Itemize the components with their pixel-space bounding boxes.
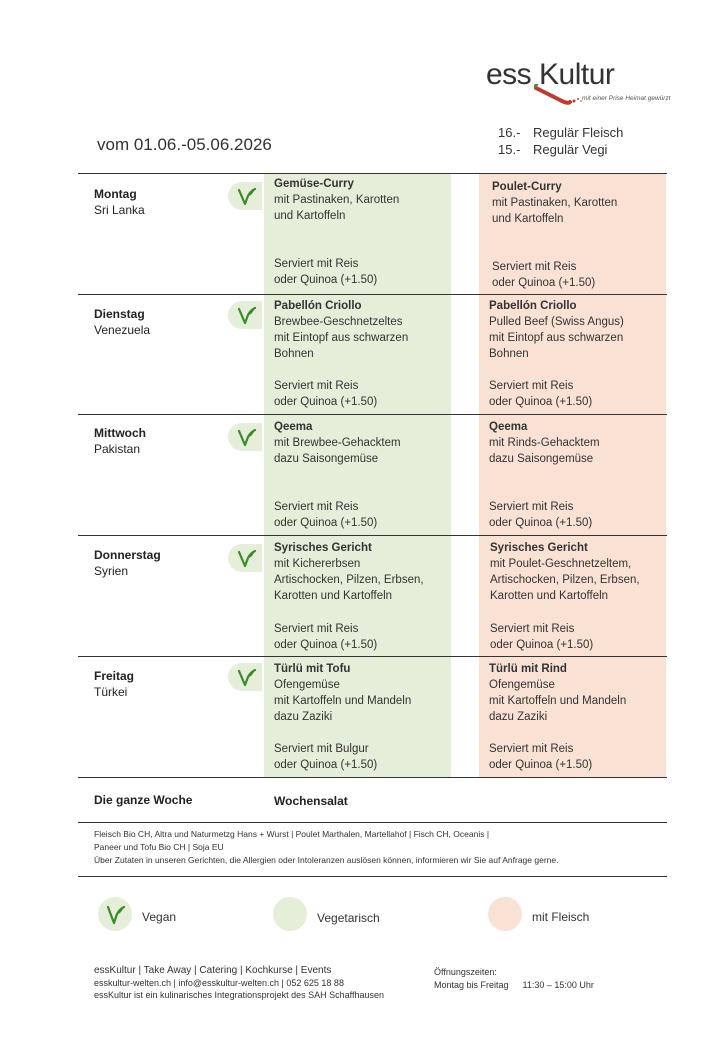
dish-line: Pulled Beef (Swiss Angus) — [489, 316, 624, 328]
whole-week-dish: Wochensalat — [274, 794, 348, 808]
dish-serve: Serviert mit Reis — [274, 380, 359, 392]
dish-line: mit Brewbee-Gehacktem — [274, 437, 401, 449]
sourcing-notes — [94, 828, 664, 867]
dish-serve: Serviert mit Reis — [489, 501, 574, 513]
logo-brand: ess Kultur — [486, 58, 615, 91]
dish-line: dazu Saisongemüse — [274, 453, 379, 465]
day-label-wednesday — [94, 425, 146, 457]
dish-line: Bohnen — [489, 348, 529, 360]
vegan-leaf-icon — [98, 897, 132, 931]
dish-serve: Serviert mit Reis — [492, 261, 577, 273]
dish-vegi-thursday — [274, 540, 449, 656]
chili-icon — [534, 84, 584, 108]
dish-line: Ofengemüse — [489, 679, 555, 691]
day-label-monday — [94, 186, 145, 218]
dish-vegi-tuesday — [274, 298, 449, 414]
divider — [78, 876, 667, 877]
vegan-leaf-icon — [234, 425, 258, 449]
day-country: Sri Lanka — [94, 203, 145, 217]
divider — [78, 777, 667, 778]
dish-meat-wednesday — [489, 419, 664, 535]
dish-serve-option: oder Quinoa (+1.50) — [274, 759, 378, 771]
footer-services: essKultur | Take Away | Catering | Kochkurse | Events — [94, 965, 332, 976]
dish-line: mit Pastinaken, Karotten — [274, 194, 400, 206]
opening-hours-time: 11:30 – 15:00 Uhr — [522, 980, 594, 990]
note-line: Über Zutaten in unseren Gerichten, die Allergien oder Intoleranzen auslösen können, informieren wir Sie auf Anfrage gerne. — [94, 855, 559, 865]
dish-line: Artischocken, Pilzen, Erbsen, — [490, 574, 640, 586]
dish-title: Poulet-Curry — [492, 181, 562, 193]
footer-about: essKultur ist ein kulinarisches Integrationsprojekt des SAH Schaffhausen — [94, 990, 384, 1000]
vegan-badge — [228, 544, 262, 572]
vegan-badge — [228, 663, 262, 691]
vegan-leaf-icon — [234, 546, 258, 570]
day-country: Venezuela — [94, 323, 151, 337]
legend-meat-label: mit Fleisch — [532, 910, 590, 924]
whole-week-label: Die ganze Woche — [94, 793, 193, 807]
dish-meat-thursday — [490, 540, 665, 656]
dish-serve-option: oder Quinoa (+1.50) — [489, 759, 593, 771]
dish-serve-option: oder Quinoa (+1.50) — [274, 639, 378, 651]
dish-line: mit Pastinaken, Karotten — [492, 197, 618, 209]
day-name: Montag — [94, 187, 137, 201]
price-label: Regulär Vegi — [533, 142, 608, 157]
dish-serve-option: oder Quinoa (+1.50) — [490, 639, 594, 651]
divider — [78, 656, 667, 657]
legend-vegetarian-label: Vegetarisch — [317, 911, 380, 925]
day-label-thursday — [94, 547, 161, 579]
dish-line: und Kartoffeln — [492, 213, 564, 225]
dish-title: Syrisches Gericht — [274, 542, 372, 554]
divider — [78, 173, 667, 174]
week-range: vom 01.06.-05.06.2026 — [97, 135, 272, 154]
day-country: Pakistan — [94, 442, 141, 456]
dish-line: Brewbee-Geschnetzeltes — [274, 316, 403, 328]
dish-line: dazu Saisongemüse — [489, 453, 594, 465]
dish-line: dazu Zaziki — [274, 711, 333, 723]
opening-hours-title: Öffnungszeiten: — [434, 967, 497, 977]
vegan-badge — [228, 301, 262, 329]
legend-vegetarian-swatch — [273, 897, 307, 931]
vegan-badge — [228, 423, 262, 451]
dish-line: mit Eintopf aus schwarzen — [489, 332, 624, 344]
dish-meat-tuesday — [489, 298, 664, 414]
day-country: Türkei — [94, 685, 128, 699]
vegan-leaf-icon — [234, 303, 258, 327]
dish-line: Karotten und Kartoffeln — [274, 590, 393, 602]
dish-serve-option: oder Quinoa (+1.50) — [492, 277, 596, 289]
dish-serve-option: oder Quinoa (+1.50) — [489, 396, 593, 408]
dish-title: Syrisches Gericht — [490, 542, 588, 554]
dish-title: Türlü mit Rind — [489, 663, 567, 675]
dish-title: Qeema — [274, 421, 313, 433]
dish-line: mit Kichererbsen — [274, 558, 361, 570]
dish-serve: Serviert mit Reis — [274, 623, 359, 635]
day-name: Donnerstag — [94, 548, 161, 562]
divider — [78, 414, 667, 415]
footer-contact: esskultur-welten.ch | info@esskultur-welten.ch | 052 625 18 88 — [94, 978, 344, 988]
dish-line: Bohnen — [274, 348, 314, 360]
day-name: Freitag — [94, 669, 135, 683]
dish-line: Karotten und Kartoffeln — [490, 590, 609, 602]
day-label-friday — [94, 668, 134, 700]
note-line: Fleisch Bio CH, Altra und Naturmetzg Hans + Wurst | Poulet Marthalen, Martellahof | Fisch CH, Oceanis | — [94, 829, 490, 839]
dish-meat-friday — [489, 661, 664, 777]
day-country: Syrien — [94, 564, 129, 578]
dish-line: mit Kartoffeln und Mandeln — [489, 695, 627, 707]
dish-line: mit Eintopf aus schwarzen — [274, 332, 409, 344]
dish-serve: Serviert mit Bulgur — [274, 743, 369, 755]
vegan-badge — [228, 182, 262, 210]
dish-title: Türlü mit Tofu — [274, 663, 351, 675]
price-value: 15.- — [498, 142, 521, 157]
divider — [78, 822, 667, 823]
dish-meat-monday — [492, 179, 667, 295]
dish-line: mit Kartoffeln und Mandeln — [274, 695, 412, 707]
logo-tagline: mit einer Prise Heimat gewürzt — [582, 95, 671, 102]
dish-line: Artischocken, Pilzen, Erbsen, — [274, 574, 424, 586]
footer — [94, 965, 384, 1001]
dish-line: Ofengemüse — [274, 679, 340, 691]
dish-serve: Serviert mit Reis — [490, 623, 575, 635]
dish-serve-option: oder Quinoa (+1.50) — [274, 274, 378, 286]
legend-vegan-icon — [98, 897, 132, 931]
dish-title: Gemüse-Curry — [274, 178, 354, 190]
day-name: Mittwoch — [94, 426, 146, 440]
price-row-meat — [498, 125, 623, 140]
opening-hours — [434, 966, 594, 992]
dish-line: mit Poulet-Geschnetzeltem, — [490, 558, 632, 570]
legend-vegan-label: Vegan — [142, 910, 177, 924]
vegan-leaf-icon — [234, 665, 258, 689]
dish-title: Pabellón Criollo — [274, 300, 362, 312]
dish-serve-option: oder Quinoa (+1.50) — [274, 517, 378, 529]
dish-vegi-wednesday — [274, 419, 449, 535]
divider — [78, 535, 667, 536]
legend-meat-swatch — [488, 897, 522, 931]
dish-line: und Kartoffeln — [274, 210, 346, 222]
price-label: Regulär Fleisch — [533, 125, 624, 140]
vegan-leaf-icon — [234, 184, 258, 208]
dish-serve: Serviert mit Reis — [274, 501, 359, 513]
logo — [486, 58, 706, 110]
day-name: Dienstag — [94, 307, 145, 321]
dish-line: dazu Zaziki — [489, 711, 548, 723]
dish-title: Pabellón Criollo — [489, 300, 577, 312]
price-value: 16.- — [498, 125, 521, 140]
dish-vegi-friday — [274, 661, 449, 777]
dish-serve-option: oder Quinoa (+1.50) — [274, 396, 378, 408]
dish-serve: Serviert mit Reis — [489, 743, 574, 755]
dish-serve: Serviert mit Reis — [489, 380, 574, 392]
dish-line: mit Rinds-Gehacktem — [489, 437, 600, 449]
note-line: Paneer und Tofu Bio CH | Soja EU — [94, 842, 224, 852]
day-label-tuesday — [94, 306, 150, 338]
dish-serve: Serviert mit Reis — [274, 258, 359, 270]
dish-vegi-monday — [274, 176, 449, 292]
dish-title: Qeema — [489, 421, 528, 433]
opening-hours-days: Montag bis Freitag — [434, 980, 509, 990]
price-row-vegi — [498, 142, 607, 157]
dish-serve-option: oder Quinoa (+1.50) — [489, 517, 593, 529]
